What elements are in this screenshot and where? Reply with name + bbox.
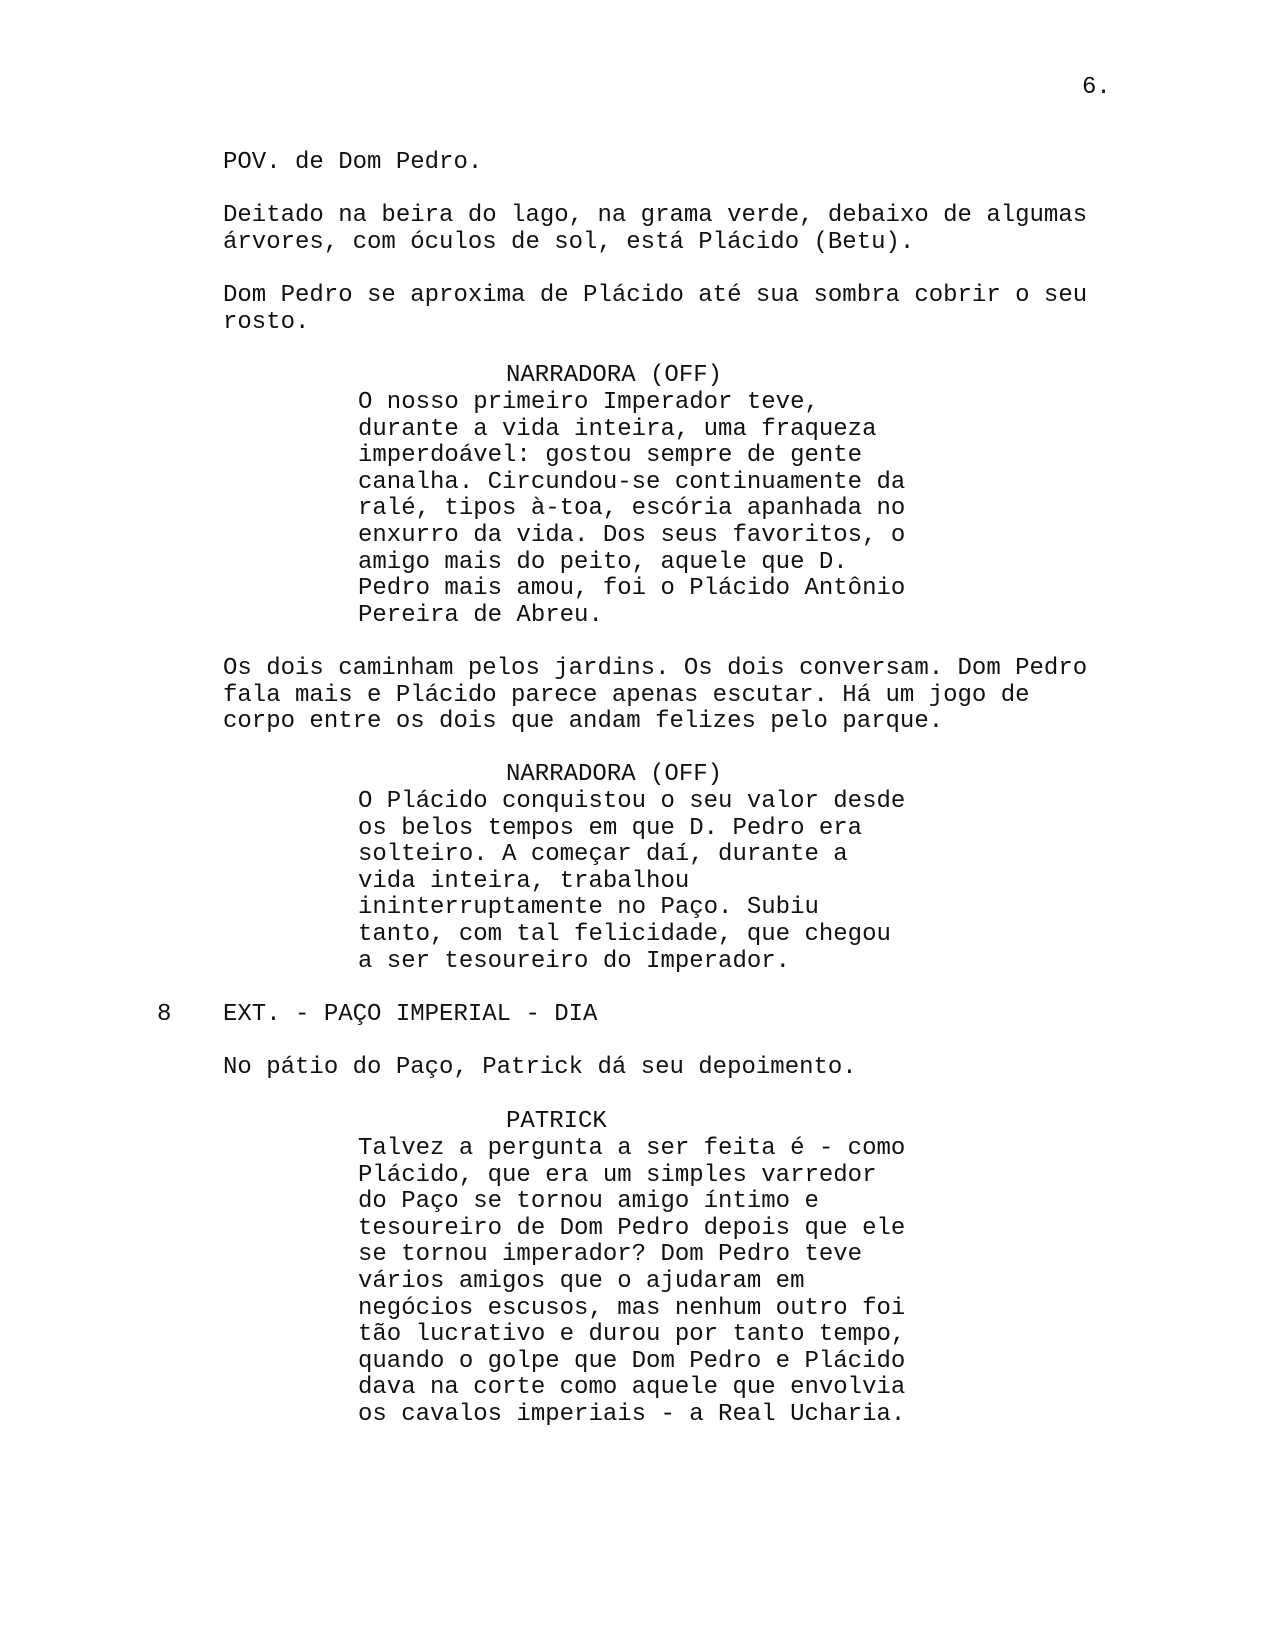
scene-number: 8 [157, 1001, 172, 1028]
action-patio: No pátio do Paço, Patrick dá seu depoimento. [223, 1054, 857, 1081]
character-narradora-2: NARRADORA (OFF) [506, 761, 723, 788]
dialogue-narradora-2: O Plácido conquistou o seu valor desde os belos tempos em que D. Pedro era solteiro. A começar daí, durante a vida inteira, trabalhou ininterruptamente no Paço. Subiu tanto, com tal felicidade, que chegou a ser tesoureiro do Imperador. [358, 788, 906, 975]
action-aproxima: Dom Pedro se aproxima de Plácido até sua sombra cobrir o seu rosto. [223, 282, 1088, 336]
character-narradora-1: NARRADORA (OFF) [506, 362, 723, 389]
page-number: 6. [1082, 74, 1111, 101]
action-deitado: Deitado na beira do lago, na grama verde, debaixo de algumas árvores, com óculos de sol, está Plácido (Betu). [223, 202, 1088, 256]
dialogue-narradora-1: O nosso primeiro Imperador teve, durante a vida inteira, uma fraqueza imperdoável: gostou sempre de gente canalha. Circundou-se continuamente da ralé, tipos à-toa, escória apanhada no enxurro da vida. Dos seus favoritos, o amigo mais do peito, aquele que D. Pedro mais amou, foi o Plácido Antônio Pereira de Abreu. [358, 389, 906, 629]
character-patrick: PATRICK [506, 1108, 607, 1135]
scene-heading: EXT. - PAÇO IMPERIAL - DIA [223, 1001, 598, 1028]
action-pov: POV. de Dom Pedro. [223, 149, 483, 176]
action-caminham: Os dois caminham pelos jardins. Os dois conversam. Dom Pedro fala mais e Plácido parece apenas escutar. Há um jogo de corpo entre os dois que andam felizes pelo parque. [223, 655, 1088, 736]
dialogue-patrick: Talvez a pergunta a ser feita é - como Plácido, que era um simples varredor do Paço se tornou amigo íntimo e tesoureiro de Dom Pedro depois que ele se tornou imperador? Dom Pedro teve vários amigos que o ajudaram em negócios escusos, mas nenhum outro foi tão lucrativo e durou por tanto tempo, quando o golpe que Dom Pedro e Plácido dava na corte como aquele que envolvia os cavalos imperiais - a Real Ucharia. [358, 1135, 906, 1428]
